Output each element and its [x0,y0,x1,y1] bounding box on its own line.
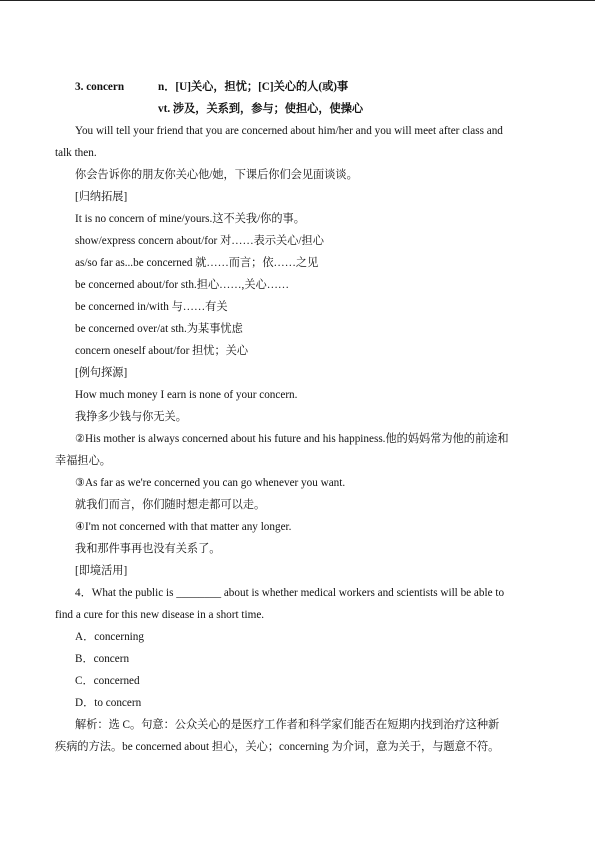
example-3-english: ③As far as we're concerned you can go whenever you want. [75,477,346,489]
verb-definition: vt. 涉及，关系到，参与；使担心，使操心 [158,103,364,115]
option-d: D．to concern [75,697,142,709]
extend-item: be concerned about/for sth.担心……,关心…… [75,279,290,291]
extend-item: as/so far as...be concerned 就……而言；依……之见 [75,257,319,269]
extend-item: show/express concern about/for 对……表示关心/担心 [75,235,324,247]
example-2-line2: 幸福担心。 [55,455,111,467]
extend-item: It is no concern of mine/yours.这不关我/你的事。 [75,213,305,225]
noun-definition: n．[U]关心，担忧；[C]关心的人(或)事 [158,81,349,93]
intro-sentence-line1: You will tell your friend that you are concerned about him/her and you will meet after class and [75,125,503,137]
extend-item: concern oneself about/for 担忧；关心 [75,345,249,357]
example-4-chinese: 我和那件事再也没有关系了。 [75,543,221,555]
example-3-chinese: 就我们而言，你们随时想走都可以走。 [75,499,266,511]
example-1-chinese: 我挣多少钱与你无关。 [75,411,187,423]
option-c: C．concerned [75,675,140,687]
analysis-line1: 解析：选 C。句意：公众关心的是医疗工作者和科学家们能否在短期内找到治疗这种新 [75,719,500,731]
example-1-english: How much money I earn is none of your concern. [75,389,298,401]
example-2-line1: ②His mother is always concerned about his future and his happiness.他的妈妈常为他的前途和 [75,433,509,445]
section-label-examples: [例句探源] [75,367,128,379]
extend-item: be concerned in/with 与……有关 [75,301,228,313]
entry-word: 3. concern [75,81,125,93]
analysis-line2: 疾病的方法。be concerned about 担心，关心；concerning 为介词，意为关于，与题意不符。 [55,741,500,753]
extend-item: be concerned over/at sth.为某事忧虑 [75,323,243,335]
question-line2: find a cure for this new disease in a short time. [55,609,265,621]
option-b: B．concern [75,653,130,665]
intro-translation: 你会告诉你的朋友你关心他/她，下课后你们会见面谈谈。 [75,169,358,181]
question-line1: 4．What the public is ________ about is whether medical workers and scientists will be able to [75,587,505,599]
example-4-english: ④I'm not concerned with that matter any longer. [75,521,292,533]
option-a: A．concerning [75,631,144,643]
section-label-extend: [归纳拓展] [75,191,128,203]
section-label-practice: [即境活用] [75,565,128,577]
intro-sentence-line2: talk then. [55,147,97,159]
